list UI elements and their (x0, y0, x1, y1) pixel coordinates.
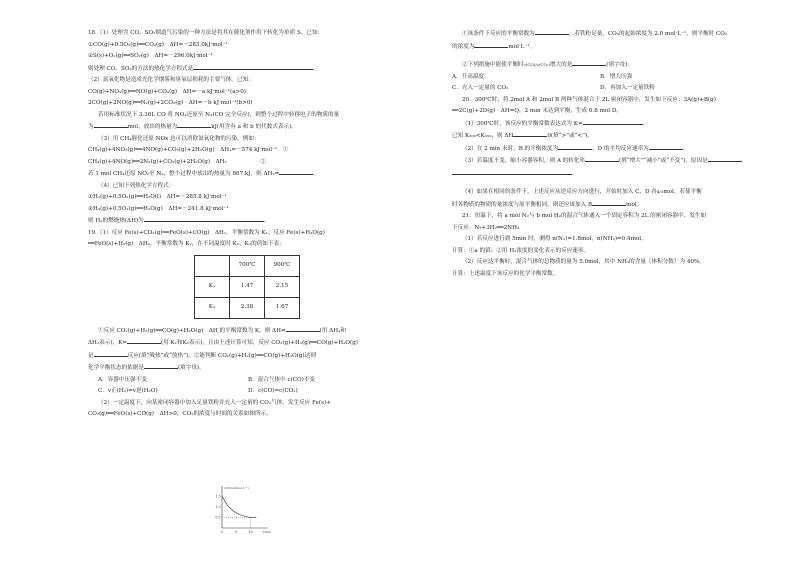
r-options-row2 (452, 83, 748, 95)
q21-f: 计算：上述温度下该反应的化学平衡常数。 (452, 270, 559, 277)
q19-e2-text: 反应(填“吸热”或“放热”)。②能判断 CO₂(g)+H₂(g)══CO(g)+H₂O(g)达到 (127, 352, 316, 359)
k-table-cell: K₁ (195, 276, 230, 297)
q19-options-row1 (88, 375, 398, 387)
q19-options-row2 (88, 386, 398, 398)
r3 (452, 59, 748, 72)
co2-curve (222, 496, 256, 517)
q20-d1-text: （2）在 2 min 末时，B 的平衡浓度为 (462, 145, 559, 152)
q18-part4: （4）已知下列热化学方程式： (98, 182, 175, 189)
q21-b: 下反应：N₂+3H₂══2NH₃ (452, 224, 520, 231)
x-tick-label: 10 (248, 530, 253, 534)
q20-b: ══2C(g)+2D(g) ΔH=Q，2 min 末达到平衡，生成 0.8 mol D。 (452, 108, 622, 114)
q20-d2-text: ，D 的平均反应速率为 (592, 145, 649, 152)
x-tick-label: 0 (220, 530, 224, 534)
answer-blank[interactable] (94, 350, 128, 357)
option-c: C．v正(H₂)=v逆(H₂O) (98, 388, 158, 394)
r3-text-a: ②下列措施中能使平衡时 (462, 62, 524, 68)
q18-part3-eq1: CH₄(g)+4NO₂(g)══4NO(g)+CO₂(g)+2H₂O(g) ΔH₁=－574 kJ·mol⁻¹ ① (88, 147, 289, 153)
answer-blank[interactable] (558, 143, 592, 150)
answer-blank[interactable] (286, 325, 320, 332)
q20-a: 20．300℃时，将 2mol A 和 2mol B 两种气体混合于 2L 密闭容器中，发生如下反应：3A(g)+B(g) (462, 96, 716, 103)
option-a: A．升高温度 (452, 73, 485, 80)
x-axis-label: t/min (263, 530, 271, 534)
q19-d (88, 337, 398, 350)
q18-eq2: ②S(s)+O₂(g)══SO₂(g) ΔH=－296.0kJ·mol⁻¹ (88, 53, 213, 59)
option-d: D．c(CO)=c(CO₂) (248, 388, 298, 394)
answer-blank[interactable] (535, 28, 569, 35)
q18-ask1: 则处理 CO、SO₂的方法的热化学方程式是 。 (88, 63, 398, 76)
answer-blank[interactable] (708, 155, 742, 162)
ratio-fraction: c(CO)/c(CO₂) (523, 62, 550, 67)
q18-part2-ask-c-text: mol，放出的热量为 (127, 124, 178, 130)
r2 (452, 41, 748, 54)
q20-f2-text: mol。若使平衡 (663, 189, 702, 195)
k-table-cell: 2.38 (230, 297, 265, 318)
q19-h: CO₂(g)══FeO(s)+CO(g) ΔH>0，CO₂的浓度与时间的关系如图所示。 (88, 411, 272, 417)
k-table-header (195, 255, 300, 276)
q20-e-cont: 。 (452, 168, 748, 181)
q18-part4-eq1: ①H₂(g)+0.5O₂(g)══H₂O(l) ΔH=－285.8 kJ·mol⁻¹ (88, 194, 227, 200)
q19-d2-text: (用 K₁和K₂表示)，且由上述计算可知，反应 CO₂(g)+H₂(g)══CO(g)+H₂O(g) (161, 340, 358, 346)
q19-g: （2）一定温度下，向某密闭容器中加入足量铁粉并充入一定量的 CO₂气体，发生反应 Fe(s)+ (98, 399, 331, 406)
q18-part3-ask-text: 若 1 mol CH₄还原 NO₂至 N₂，整个过程中放出的热量为 867 kJ，则 ΔH₂= (88, 171, 280, 177)
k-table-row (195, 276, 300, 297)
y-tick-label: 1.5 (215, 494, 221, 499)
r3-text-c: (填字母)。 (606, 62, 634, 68)
answer-blank[interactable] (592, 199, 626, 206)
r1 (452, 28, 748, 41)
option-c: C．充入一定量的 CO₂ (452, 85, 509, 91)
option-a: A．容器中压强不变 (98, 376, 147, 383)
q18-ask1-text: 则处理 CO、SO₂的方法的热化学方程式是 (88, 65, 194, 72)
k-table-cell: 1.47 (230, 276, 265, 297)
option-d: D．再加入一定量铁粉 (600, 85, 655, 91)
q18-part3-ask: 若 1 mol CH₄还原 NO₂至 N₂，整个过程中放出的热量为 867 kJ，则 ΔH₂= 。 (88, 168, 398, 181)
answer-blank[interactable] (585, 155, 619, 162)
q20-c2 (452, 130, 748, 143)
r2-text-a: 的浓度为 (452, 43, 475, 50)
option-b: B．混合气体中 c(CO)不变 (248, 376, 316, 383)
answer-blank[interactable] (572, 59, 606, 66)
q20-g2-text: mol。 (626, 201, 643, 208)
q18-intro: 18.（1）处理含 CO、SO₂烟道气污染的一种方法是将其在催化剂作用下转化为单质 S。已知： (88, 30, 324, 36)
answer-blank[interactable] (513, 130, 547, 137)
k-table-cell: 2.15 (265, 276, 300, 297)
k-table-cell: 900℃ (265, 255, 300, 276)
q20-c1-text: （1）300℃时，该反应的平衡常数表达式为 K= (462, 120, 583, 127)
answer-blank[interactable] (127, 337, 161, 344)
y-tick-label: 1.0 (215, 504, 221, 509)
q18-part4-ask: 则 H₂的燃烧热(ΔH)为 。 (88, 215, 398, 228)
q20-g (452, 199, 748, 212)
q21-d: 计算：①a 的值；②用 H₂浓度的变化表示的反应速率。 (452, 247, 590, 254)
q18-eq1: ①CO(g)+0.5O₂(g)══CO₂(g) ΔH=－283.0kJ·mol⁻¹ (88, 41, 228, 48)
q20-e2-text: (填“增大”“减小”或“不变”)，原因是 (619, 158, 708, 164)
k-table-cell: 1.67 (265, 297, 300, 318)
q20-f (452, 186, 748, 199)
q18-part2-ask-b (88, 121, 398, 134)
x-tick-label: 5 (235, 530, 238, 534)
y-tick-label: 0.5 (215, 515, 221, 520)
q18-part2-ask-a: 若用标准状况下 3.36L CO 将 NO₂还原至 N₂(CO 完全反应)，则整个过程中转移电子的物质的量 (98, 111, 340, 118)
q19-c2-text: (用 ΔH₁和 (319, 327, 346, 334)
answer-blank[interactable] (94, 121, 128, 128)
q18-part3: （3）用 CH₄催化还原 NOx 也可以消除氮氧化物的污染。例如： (98, 135, 260, 142)
left-column (88, 28, 398, 421)
q18-part2: （2）氮氧化物是造成光化学烟雾和臭氧层损耗的主要气体。已知： (88, 77, 254, 83)
answer-blank[interactable] (452, 168, 572, 175)
y-axis-label: c(CO₂)/(mol·L⁻¹) (224, 486, 249, 490)
q21-e: （2）反应达平衡时，混合气体的总物质的量为 5.0mol，其中 NH₃的含量（体积分数）为 40%。 (462, 259, 705, 265)
q19-e-text: 是 (88, 352, 94, 359)
r3-text-b: 增大的是 (549, 62, 573, 68)
q18-part2-ask-b-text: 为 (88, 124, 94, 130)
q21-a: 21．恒温下，将 a mol N₂与 b mol H₂的混合气体通入一个固定容积为 2L 的密闭容器中，发生如 (462, 213, 707, 219)
q19-d-text: ΔH₂表示)，K= (88, 340, 127, 346)
q20-f1-text: （4）如果在相同的条件下，上述反应从逆反应方向进行，开始时加入 C、D 各 (462, 189, 657, 195)
k-table-row (195, 297, 300, 318)
r1-text-b: ；若铁粉足量，CO₂的起始浓度为 2.0 mol·L⁻¹，则平衡时 CO₂ (568, 31, 728, 37)
q19-e (88, 350, 398, 363)
answer-blank[interactable] (279, 168, 313, 175)
answer-blank[interactable] (649, 143, 683, 150)
q18-part4-eq2: ②H₂(g)+0.5O₂(g)══H₂O(g) ΔH=－241.8 kJ·mol⁻¹ (88, 205, 229, 212)
q19-a: 19.（1）反应 Fe(s)+CO₂(g)══FeO(s)+CO(g) ΔH₁，平衡常数为 K₁；反应 Fe(s)+H₂O(g) (88, 229, 325, 236)
answer-blank[interactable] (193, 63, 313, 70)
q18-part2-eq1: CO(g)+NO₂(g)══NO(g)+CO₂(g) ΔH=－a kJ·mol⁻¹(a>0) (88, 88, 246, 95)
r2-text-b: mol·L⁻¹。 (508, 43, 536, 50)
q19-f2-text: (填字母)。 (177, 365, 205, 371)
q20-c1: （1）300℃时，该反应的平衡常数表达式为 K= 。 (452, 118, 748, 131)
q19-b: ══FeO(s)+H₂(g) ΔH₂，平衡常数为 K₂，在不同温度时 K₁、K₂的值如下表： (88, 241, 285, 247)
right-column (452, 28, 748, 280)
option-b: B．增大压强 (600, 73, 633, 80)
r1-text-a: ①该条件下反应的平衡常数为 (462, 31, 535, 37)
q20-c3-text: 0(填“>”或“<”)。 (547, 133, 593, 139)
k-table-cell: K₂ (195, 297, 230, 318)
k-table-cell: 700℃ (230, 255, 265, 276)
q19-f-text: 化学平衡状态的依据是 (88, 365, 144, 371)
q20-e1-text: （3）若温度不变，缩小容器容积，则 A 的转化率 (462, 158, 586, 164)
q19-c-text: ①反应 CO₂(g)+H₂(g)══CO(g)+H₂O(g) ΔH 的平衡常数为 K，则 ΔH= (98, 327, 286, 334)
q20-c2-text: 已知 K₃₀₀<K₃₅₀，则 ΔH (452, 133, 514, 139)
answer-blank[interactable] (144, 215, 264, 222)
k-table (194, 255, 300, 319)
q20-e (452, 155, 748, 168)
answer-blank[interactable] (583, 118, 643, 125)
answer-blank[interactable] (474, 41, 508, 48)
q21-c: （1）若反应进行到 5min 时，测得 n(N₂)=1.8mol，n(NH₃)=0.4mol。 (462, 236, 647, 242)
q20-d: （2）在 2 min 末时，B 的平衡浓度为 ，D 的平均反应速率为 。 (452, 143, 748, 156)
q20-g1-text: 时各物质的物质的量浓度与原平衡相同，则还应该加入 B (452, 201, 593, 208)
answer-blank[interactable] (144, 362, 178, 369)
k-table-cell (195, 255, 230, 276)
q18-part2-ask-d-text: kJ(用含有 a 和 b 的代数式表示)。 (211, 124, 297, 130)
q19-c (88, 325, 398, 338)
answer-blank[interactable] (177, 121, 211, 128)
q18-part3-eq2: CH₄(g)+4NO(g)══2N₂(g)+CO₂(g)+2H₂O(g) ΔH₂ ② (88, 158, 266, 165)
four-thirds-fraction: 4/3 (656, 189, 664, 194)
co2-concentration-chart (210, 480, 272, 538)
q18-part2-eq2: 2CO(g)+2NO(g)══N₂(g)+2CO₂(g) ΔH=－b kJ·mol⁻¹(b>0) (88, 100, 253, 106)
r-options-row1 (452, 72, 748, 84)
q19-f (88, 362, 398, 375)
q18-part4-ask-text: 则 H₂的燃烧热(ΔH)为 (88, 218, 144, 224)
